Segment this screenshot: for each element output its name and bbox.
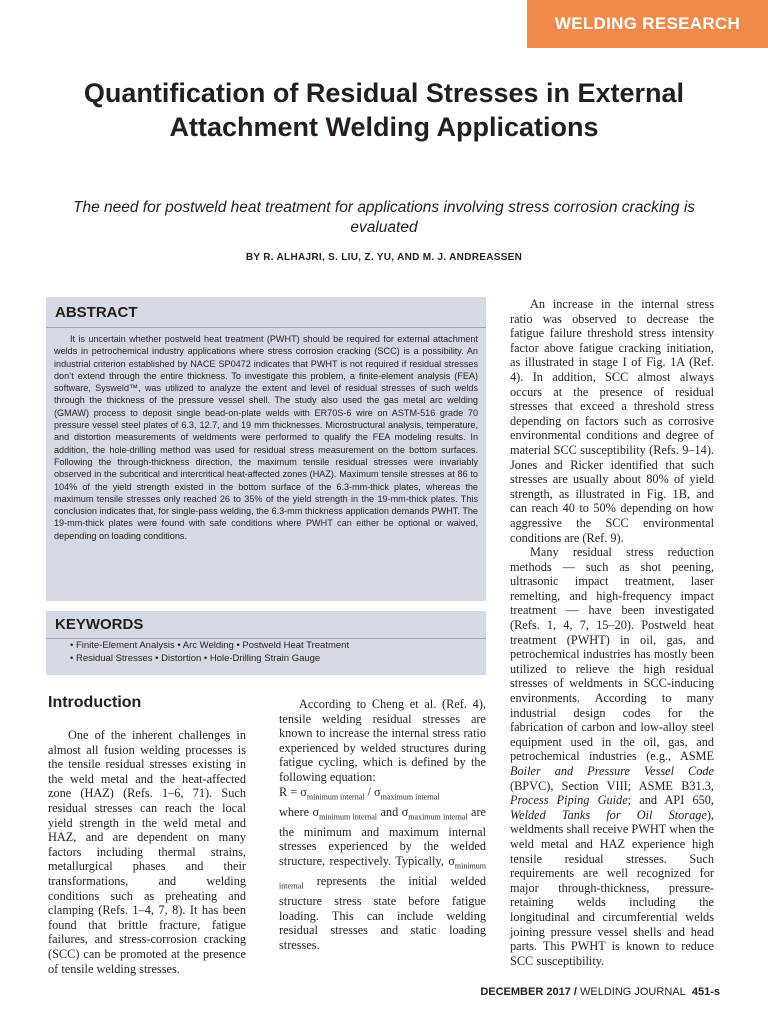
abstract-text: It is uncertain whether postweld heat treatment (PWHT) should be required for external attachment welds in petrochemical industry applications where stress corrosion cracking (SCC) is a possibility. An industrial criterion established by NACE SP0472 indicates that PWHT is not required if residual stresses don’t extend through the entire thickness. To investigate this problem, a finite-element analysis (FEA) software, Sysweld™, was utilized to analyze the extent and level of residual stresses of such welds through the thickness of the pressure vessel shell. The study also used the gas metal arc welding (GMAW) process to deposit single bead-on-plate welds with ER70S-6 wire on ASTM-516 grade 70 pressure vessel steel plates of 6.3, 12.7, and 19 mm thicknesses. Microstructural analysis, temperature, and distortion measurements of weldments were performed to qualify the FEA modeling results. In addition, the hole-drilling method was used for residual stress measurement on the bottom surfaces. Following the through-thickness direction, the maximum tensile residual stresses were invariably observed in the subcritical and intercritical heat-affected zones (HAZ). Maximum tensile stresses at 86 to 104% of the yield strength existed in the bottom surface of the 6.3-mm-thick plates, whereas the maximum tensile stresses only reached 26 to 35% of the yield strength in the 19-mm-thick plates. This conclusion indicates that, for single-pass welding, the 6.3-mm thickness application demands PWHT. The 19-mm-thick plates were found with safe conditions where PWHT can either be optional or waived, depending on loading conditions. bbox=[54, 334, 478, 541]
section-label: WELDING RESEARCH bbox=[554, 14, 741, 33]
keywords-line-2: • Residual Stresses • Distortion • Hole-Drilling Strain Gauge bbox=[70, 653, 321, 664]
abstract-heading: ABSTRACT bbox=[46, 297, 486, 328]
keywords-box bbox=[46, 611, 486, 675]
column-1 bbox=[48, 728, 246, 976]
equation-definition-paragraph: where $\sigma_{minimum internal}$ and $\sigma_{maximum internal}$ are the minimum and maximum internal stresses experienced by the welded structure, respectively. Typically, $\sigma_{minimum internal}$ represents the initial welded structure stress state before fatigue loading. This can include welding residual stresses and static loading stresses. bbox=[279, 804, 486, 952]
page-number: 451-s bbox=[691, 986, 720, 998]
author-byline: BY R. ALHAJRI, S. LIU, Z. YU, AND M. J. ANDREASSEN bbox=[245, 252, 523, 263]
abstract-box bbox=[46, 297, 486, 601]
column-2 bbox=[279, 697, 486, 952]
keywords-heading: KEYWORDS bbox=[46, 611, 486, 639]
article-subtitle: The need for postweld heat treatment for applications involving stress corrosion cracking is evaluated bbox=[72, 199, 696, 236]
cheng-paragraph: According to Cheng et al. (Ref. 4), tensile welding residual stresses are known to increase the internal stress ratio experienced by welded structures during fatigue cycling, which is defined by the following equation: bbox=[279, 697, 486, 784]
journal-name: WELDING JOURNAL bbox=[579, 986, 686, 998]
page-footer bbox=[480, 986, 720, 998]
article-title: Quantification of Residual Stresses in External Attachment Welding Applications bbox=[83, 78, 685, 142]
stress-ratio-equation: $R = \sigma_{minimum internal} / \sigma_{maximum internal}$ bbox=[279, 784, 440, 802]
col3-paragraph-2: Many residual stress reduction methods — such as shot peening, ultrasonic impact treatment, laser remelting, and high-frequency impact treatment — have been investigated (Refs. 1, 4, 7, 15–20). Postweld heat treatment (PWHT) in oil, gas, and petrochemical industries has mostly been utilized to relieve the high residual stresses of weldments in SCC-inducing environments. According to many industrial design codes for the fabrication of carbon and low-alloy steel equipment used in the oil, gas, and petrochemical industries (e.g., ASME Boiler and Pressure Vessel Code (BPVC), Section VIII; ASME B31.3, Process Piping Guide; and API 650, Welded Tanks for Oil Storage), weldments shall receive PWHT when the weld metal and HAZ experience high tensile residual stresses. Such requirements are well recognized for major through-thickness, pressure-retaining welds including the longitudinal and circumferential welds joining pressure vessel shells and head parts. This PWHT is known to reduce SCC susceptibility. bbox=[510, 545, 714, 968]
issue-date: DECEMBER 2017 bbox=[480, 986, 571, 998]
col3-paragraph-1: An increase in the internal stress ratio was observed to decrease the fatigue failure threshold stress intensity factor above fatigue cracking initiation, as illustrated in stage I of Fig. 1A (Ref. 4). In addition, SCC almost always occurs at the presence of residual stresses that exceed a threshold stress depending on factors such as corrosive environmental conditions and degree of material SCC susceptibility (Refs. 9–14). Jones and Ricker identified that such stresses are usually about 80% of yield strength, as illustrated in Fig. 1B, and can reach 40 to 50% depending on how aggressive the SCC environmental conditions are (Ref. 9). bbox=[510, 297, 714, 545]
introduction-heading: Introduction bbox=[48, 694, 142, 711]
column-3 bbox=[510, 297, 714, 968]
footer-separator: / bbox=[570, 986, 580, 998]
intro-paragraph-1: One of the inherent challenges in almost all fusion welding processes is the tensile residual stresses existing in the weld metal and the heat-affected zone (HAZ) (Refs. 1–6, 71). Such residual stresses can reach the local yield strength in the weld metal and HAZ, and are dependent on many factors including thermal strains, metallurgical phases and their transformations, and welding conditions such as preheating and clamping (Refs. 1–4, 7, 8). It has been found that brittle fracture, fatigue failures, and stress-corrosion cracking (SCC) can be promoted at the presence of tensile welding stresses. bbox=[48, 728, 246, 976]
section-banner bbox=[527, 0, 768, 48]
keywords-line-1: • Finite-Element Analysis • Arc Welding • Postweld Heat Treatment bbox=[70, 640, 350, 651]
